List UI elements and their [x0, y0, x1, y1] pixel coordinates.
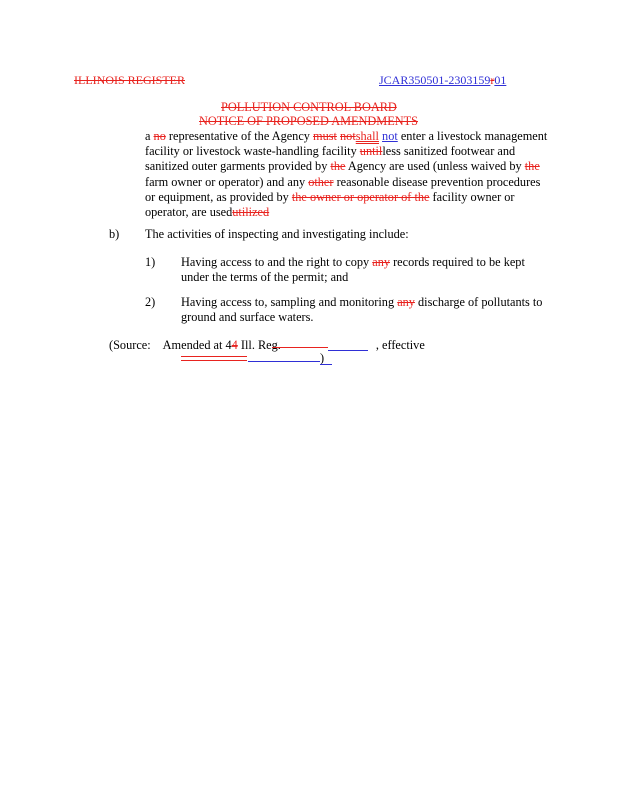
text-run: Having access to and the right to copy: [181, 255, 373, 269]
text-run: facility or livestock waste-handling facility: [145, 144, 360, 159]
blank-line-deleted: [272, 347, 328, 348]
inserted-text: not: [382, 129, 398, 143]
source-effective: , effective: [375, 338, 425, 352]
paragraph-a-line-2: [145, 144, 547, 159]
item-1-text: [181, 255, 525, 285]
deleted-text: other: [308, 174, 334, 189]
item-2-line-2: ground and surface waters.: [181, 310, 314, 325]
text-run: farm owner or operator) and any: [145, 174, 309, 189]
text-run: Having access to, sampling and monitoring: [181, 295, 398, 309]
item-b-label: b): [109, 227, 120, 241]
inserted-text: shall: [355, 129, 379, 143]
deleted-text: until: [359, 144, 383, 159]
source-volume-deleted: 4: [231, 338, 238, 352]
source-amended: Amended at 4: [162, 338, 232, 352]
notice-title: NOTICE OF PROPOSED AMENDMENTS: [199, 114, 418, 128]
item-1-line-2: under the terms of the permit; and: [181, 270, 349, 285]
text-run: facility owner or: [429, 189, 515, 204]
close-paren-underline: [320, 364, 332, 365]
jcar-code-suffix: 01: [494, 73, 507, 87]
text-run: a: [145, 129, 154, 143]
text-run: less sanitized footwear and: [382, 144, 516, 159]
item-b-text: The activities of inspecting and investigating include:: [145, 227, 409, 241]
header-register-title: ILLINOIS REGISTER: [74, 73, 185, 87]
deleted-text: no: [153, 129, 166, 143]
jcar-code-deleted: r: [490, 73, 495, 87]
blank-line-inserted: [328, 350, 368, 351]
text-run: enter a livestock management: [397, 129, 548, 143]
paragraph-a: [145, 129, 547, 220]
source-lead: (Source:: [109, 338, 151, 352]
text-run: reasonable disease prevention procedures: [333, 174, 541, 189]
header-jcar-code: [379, 73, 506, 87]
deleted-text: any: [397, 295, 415, 309]
source-ill-reg: Ill. Reg.: [237, 338, 281, 352]
item-1-label: 1): [145, 255, 156, 269]
item-2-label: 2): [145, 295, 156, 309]
text-run: Agency are used (unless waived by: [345, 159, 525, 174]
text-run: representative of the Agency: [165, 129, 314, 143]
date-blank-deleted-2: [181, 360, 247, 361]
paragraph-a-line-4: [145, 175, 547, 190]
text-run: or equipment, as provided by: [145, 189, 292, 204]
deleted-text: any: [372, 255, 390, 269]
paragraph-a-line-5: [145, 190, 547, 205]
date-blank-inserted: [248, 361, 320, 362]
paragraph-a-line-6: [145, 205, 547, 220]
item-1-line-1: [181, 255, 525, 270]
text-run: discharge of pollutants to: [414, 295, 543, 309]
source-note: [109, 338, 425, 352]
text-run: sanitized outer garments provided by: [145, 159, 331, 174]
deleted-text: the owner or operator of the: [291, 189, 430, 204]
date-blank-deleted: [181, 356, 247, 357]
text-run: operator, are used: [145, 205, 233, 220]
item-2-text: [181, 295, 542, 325]
paragraph-a-line-1: [145, 129, 547, 144]
board-title: POLLUTION CONTROL BOARD: [221, 100, 397, 114]
deleted-text: not: [340, 129, 356, 143]
deleted-text: the: [330, 159, 346, 174]
text-run: records required to be kept: [390, 255, 525, 269]
deleted-text: must: [313, 129, 337, 143]
deleted-text: the: [524, 159, 540, 174]
item-2-line-1: [181, 295, 542, 310]
deleted-text: utilized: [232, 205, 270, 220]
paragraph-a-line-3: [145, 159, 547, 174]
source-close-paren: ): [320, 351, 325, 365]
jcar-code-prefix: JCAR350501-2303159: [379, 73, 491, 87]
